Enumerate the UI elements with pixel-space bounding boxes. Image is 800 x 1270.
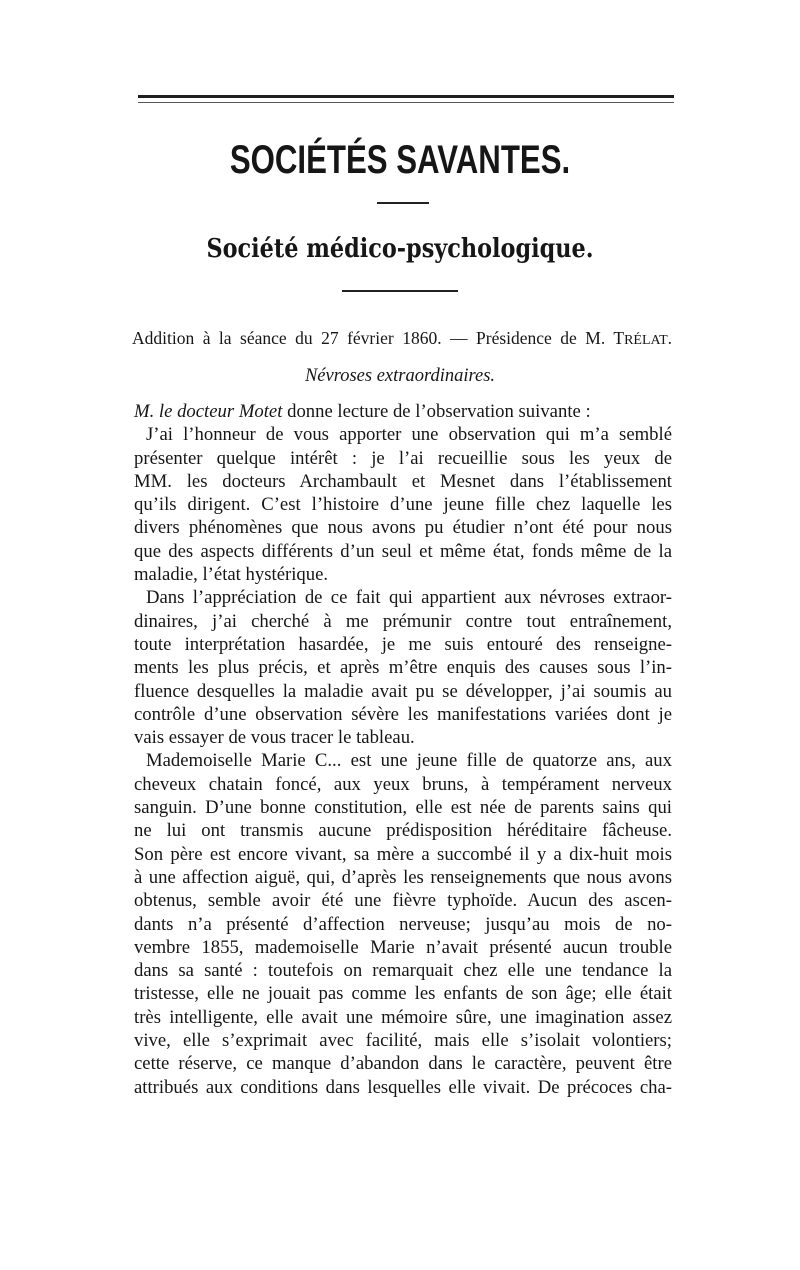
text-line: cette réserve, ce manque d’abandon dans le caractère, peuvent être: [134, 1053, 672, 1075]
text-line: vembre 1855, mademoiselle Marie n’avait présenté aucun trouble: [134, 936, 672, 958]
text-line: dants n’a présenté d’affection nerveuse; jusqu’au mois de no-: [134, 913, 672, 935]
president-name-rest: RÉLAT: [624, 333, 668, 348]
text-line: cheveux chatain foncé, aux yeux bruns, à tempérament nerveux: [134, 773, 672, 795]
text-line: présenter quelque intérêt : je l’ai recueillie sous les yeux de: [134, 447, 672, 469]
article-subtitle: Névroses extraordinaires.: [304, 366, 496, 386]
text-line: divers phénomènes que nous avons pu étudier n’ont été pour nous: [134, 517, 672, 539]
speaker-name: M. le docteur Motet: [134, 401, 283, 422]
text-line: toute interprétation hasardée, je me suis entouré des renseigne-: [134, 633, 672, 655]
top-double-rule: [138, 95, 674, 98]
text-line: ne lui ont transmis aucune prédisposition héréditaire fâcheuse.: [134, 820, 672, 842]
text-line: ments les plus précis, et après m’être enquis des causes sous l’in-: [134, 657, 672, 679]
text-line: très intelligente, elle avait une mémoire sûre, une imagination assez: [134, 1006, 672, 1028]
text-line: vive, elle s’exprimait avec facilité, mais elle s’isolait volontiers;: [134, 1030, 672, 1052]
text-line: que des aspects différents d’un seul et même état, fonds même de la: [134, 540, 672, 562]
text-line: fluence desquelles la maladie avait pu se développer, j’ai soumis au: [134, 680, 672, 702]
text-line: contrôle d’une observation sévère les manifestations variées dont je: [134, 703, 672, 725]
text-line: maladie, l’état hystérique.: [134, 564, 329, 586]
text-line: qu’ils dirigent. C’est l’histoire d’une jeune fille chez laquelle les: [134, 494, 672, 516]
text-line: dans sa santé : toutefois on remarquait chez elle une tendance la: [134, 960, 672, 982]
society-title: Société médico-psychologique.: [206, 234, 594, 264]
intro-line: [134, 400, 672, 423]
text-line: J’ai l’honneur de vous apporter une observation qui m’a semblé: [146, 424, 672, 446]
article-body: [134, 400, 672, 1099]
text-line: obtenus, semble avoir été une fièvre typhoïde. Aucun des ascen-: [134, 890, 672, 912]
session-line: [132, 326, 672, 353]
top-thin-rule: [138, 102, 674, 103]
session-text: Addition à la séance du 27 février 1860. — Présidence de M. T: [132, 328, 625, 348]
society-divider: [342, 290, 458, 292]
session-period: .: [667, 328, 672, 348]
text-line: vais essayer de vous tracer le tableau.: [134, 727, 415, 749]
intro-text: donne lecture de l’observation suivante :: [282, 401, 591, 422]
text-line: dinaires, j’ai cherché à me prémunir contre tout entraînement,: [134, 610, 672, 632]
section-title: SOCIÉTÉS SAVANTES.: [229, 138, 571, 182]
text-line: attribués aux conditions dans lesquelles elle vivait. De précoces cha-: [134, 1076, 672, 1098]
text-line: Dans l’appréciation de ce fait qui appartient aux névroses extraor-: [146, 587, 672, 609]
text-line: sanguin. D’une bonne constitution, elle est née de parents sains qui: [134, 797, 672, 819]
text-line: Mademoiselle Marie C... est une jeune fille de quatorze ans, aux: [146, 750, 672, 772]
text-line: MM. les docteurs Archambault et Mesnet dans l’établissement: [134, 470, 672, 492]
title-divider: [377, 202, 429, 204]
text-line: à une affection aiguë, qui, d’après les renseignements que nous avons: [134, 866, 672, 888]
text-line: tristesse, elle ne jouait pas comme les enfants de son âge; elle était: [134, 983, 672, 1005]
text-line: Son père est encore vivant, sa mère a succombé il y a dix-huit mois: [134, 843, 672, 865]
